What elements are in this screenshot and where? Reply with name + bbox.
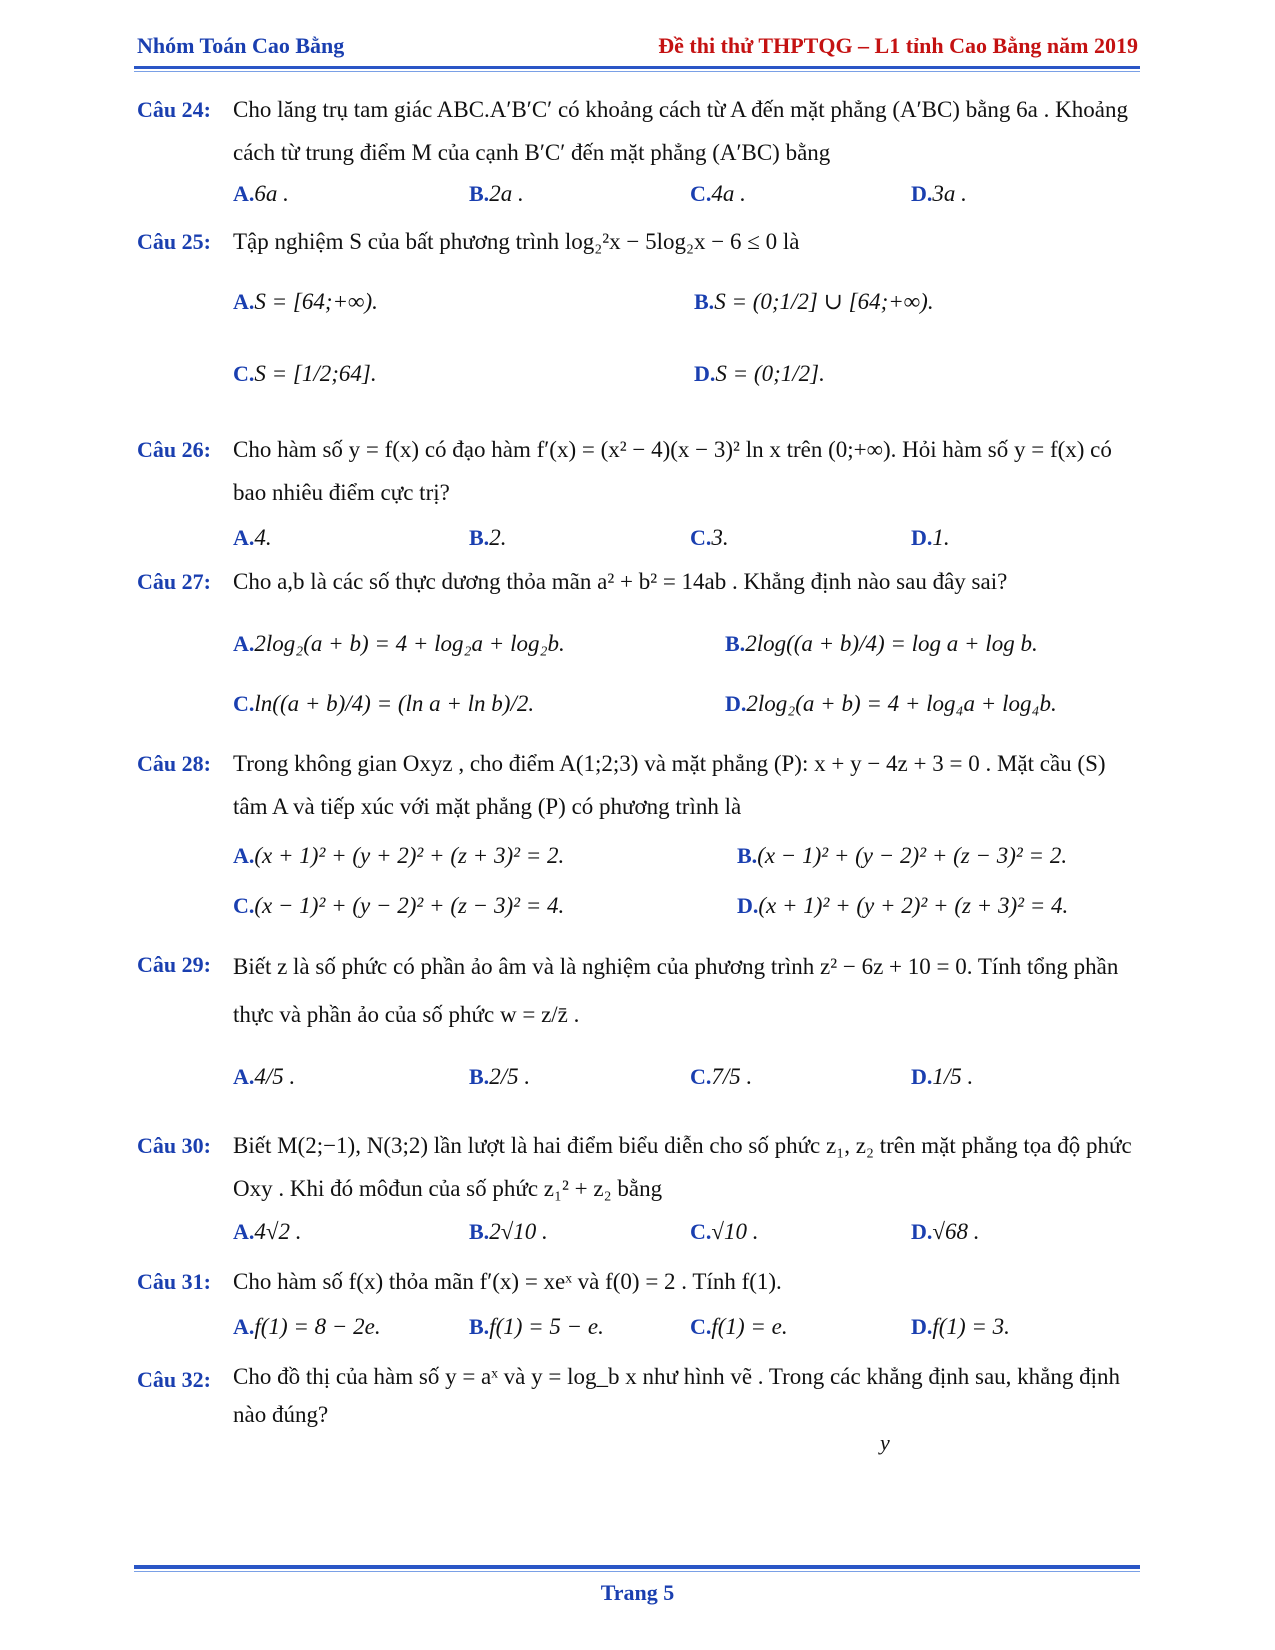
answer-d[interactable]: D.1. [911,525,950,550]
question-text: Trong không gian Oxyz , cho điểm A(1;2;3) và mặt phẳng (P): x + y − 4z + 3 = 0 . Mặt cầu (S) tâm A và tiếp xúc với mặt phẳng (P) có phương trình là [233,751,1106,819]
header-group-name: Nhóm Toán Cao Bằng [137,33,345,58]
answer-b[interactable]: B.(x − 1)² + (y − 2)² + (z − 3)² = 2. [737,843,1068,868]
answer-d[interactable]: D.3a . [911,181,967,206]
answer-a[interactable]: A.S = [64;+∞). [233,289,378,314]
answer-d[interactable]: D.(x + 1)² + (y + 2)² + (z + 3)² = 4. [737,893,1069,918]
graph-axis-label-y: y [880,1430,890,1455]
answer-a[interactable]: A.(x + 1)² + (y + 2)² + (z + 3)² = 2. [233,843,565,868]
question-25 [137,220,1141,410]
question-28 [137,742,1141,922]
answer-b[interactable]: B.2. [469,525,507,550]
answer-b[interactable]: B.2a . [469,181,524,206]
answer-d[interactable]: D.2log₂(a + b) = 4 + log₄a + log₄b. [725,691,1057,716]
answer-b[interactable]: B.f(1) = 5 − e. [469,1314,604,1339]
question-29 [137,943,1141,1103]
answer-b[interactable]: B.2/5 . [469,1064,531,1089]
question-number: Câu 26: [137,437,211,462]
answer-b[interactable]: B.2√10 . [469,1219,548,1244]
answer-a[interactable]: A.6a . [233,181,289,206]
question-text: Tập nghiệm S của bất phương trình log₂²x − 5log₂x − 6 ≤ 0 là [233,229,800,254]
answer-a[interactable]: A.4/5 . [233,1064,296,1089]
question-26 [137,428,1141,558]
question-text: Biết z là số phức có phần ảo âm và là nghiệm của phương trình z² − 6z + 10 = 0. Tính tổng phần thực và phần ảo của số phức w = z/z̄ . [233,954,1119,1027]
answer-b[interactable]: B.S = (0;1/2] ∪ [64;+∞). [694,289,934,314]
answer-d[interactable]: D.S = (0;1/2]. [694,361,825,386]
question-number: Câu 32: [137,1367,211,1392]
answer-a[interactable]: A.4. [233,525,272,550]
header-rule-thin [134,71,1140,72]
answer-c[interactable]: C.7/5 . [690,1064,753,1089]
question-31 [137,1260,1141,1350]
question-number: Câu 28: [137,751,211,776]
answer-c[interactable]: C.3. [690,525,729,550]
answer-c[interactable]: C.S = [1/2;64]. [233,361,377,386]
header-exam-title: Đề thi thử THPTQG – L1 tỉnh Cao Bằng năm 2019 [658,33,1138,58]
question-number: Câu 29: [137,952,211,977]
question-number: Câu 31: [137,1269,211,1294]
answer-c[interactable]: C.√10 . [690,1219,759,1244]
question-text: Cho hàm số y = f(x) có đạo hàm f′(x) = (x² − 4)(x − 3)² ln x trên (0;+∞). Hỏi hàm số y = f(x) có bao nhiêu điểm cực trị? [233,437,1112,505]
question-24 [137,88,1141,213]
answer-b[interactable]: B.2log((a + b)/4) = log a + log b. [725,631,1038,656]
answer-a[interactable]: A.f(1) = 8 − 2e. [233,1314,381,1339]
answer-c[interactable]: C.ln((a + b)/4) = (ln a + ln b)/2. [233,691,535,716]
answer-d[interactable]: D.√68 . [911,1219,980,1244]
header-rule [134,66,1140,69]
page-number: Trang 5 [600,1580,675,1605]
question-text: Cho a,b là các số thực dương thỏa mãn a² + b² = 14ab . Khẳng định nào sau đây sai? [233,569,1008,594]
question-number: Câu 27: [137,569,211,594]
question-27 [137,560,1141,730]
answer-c[interactable]: C.4a . [690,181,746,206]
question-number: Câu 30: [137,1133,211,1158]
answer-d[interactable]: D.f(1) = 3. [911,1314,1010,1339]
question-text: Cho hàm số f(x) thỏa mãn f′(x) = xeˣ và f(0) = 2 . Tính f(1). [233,1269,782,1294]
answer-a[interactable]: A.2log₂(a + b) = 4 + log₂a + log₂b. [233,631,565,656]
answer-a[interactable]: A.4√2 . [233,1219,302,1244]
answer-c[interactable]: C.(x − 1)² + (y − 2)² + (z − 3)² = 4. [233,893,565,918]
footer-rule [134,1565,1140,1569]
question-number: Câu 24: [137,97,211,122]
answer-c[interactable]: C.f(1) = e. [690,1314,788,1339]
question-number: Câu 25: [137,229,211,254]
answer-d[interactable]: D.1/5 . [911,1064,974,1089]
question-32 [137,1358,1141,1448]
question-30 [137,1124,1141,1254]
question-text: Cho đồ thị của hàm số y = aˣ và y = log_b x như hình vẽ . Trong các khẳng định sau, khẳng định nào đúng? [233,1364,1121,1427]
question-text: Cho lăng trụ tam giác ABC.A′B′C′ có khoảng cách từ A đến mặt phẳng (A′BC) bằng 6a . Khoảng cách từ trung điểm M của cạnh B′C′ đến mặt phẳng (A′BC) bằng [233,97,1128,165]
question-text: Biết M(2;−1), N(3;2) lần lượt là hai điểm biểu diễn cho số phức z₁, z₂ trên mặt phẳng tọa độ phức Oxy . Khi đó môđun của số phức z₁² + z₂ bằng [233,1133,1132,1201]
footer-rule-thin [134,1571,1140,1572]
